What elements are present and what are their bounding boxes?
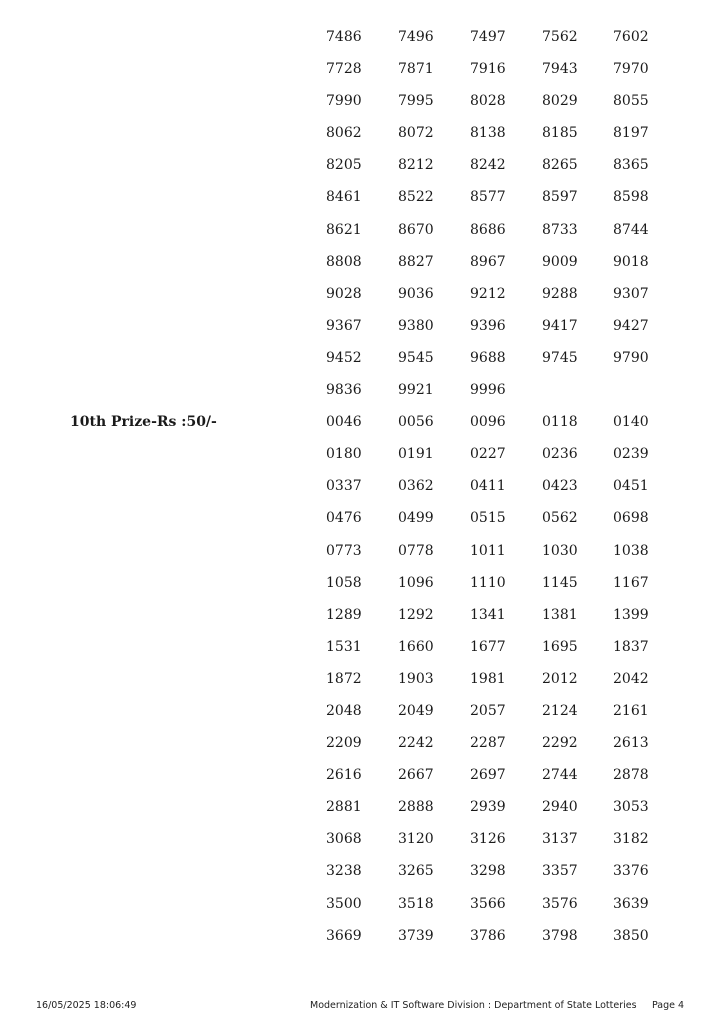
ticket-number: 1145 (542, 574, 578, 591)
footer-division: Modernization & IT Software Division : Department of State Lotteries (310, 1000, 637, 1011)
ticket-number: 7562 (542, 29, 578, 45)
number-row (0, 502, 724, 534)
ticket-number: 2124 (542, 702, 578, 719)
ticket-number: 0227 (470, 446, 506, 463)
ticket-number: 0411 (470, 478, 506, 495)
prize-tier-label: 10th Prize-Rs :50/- (70, 414, 217, 431)
ticket-number: 0239 (613, 446, 649, 463)
ticket-number: 7995 (398, 93, 434, 110)
ticket-number: 3798 (542, 927, 578, 944)
ticket-number: 9836 (326, 382, 362, 399)
ticket-number: 2939 (470, 799, 506, 816)
ticket-number: 2292 (542, 735, 578, 752)
ticket-number: 8577 (470, 189, 506, 206)
number-row (0, 663, 724, 695)
ticket-number: 8205 (326, 157, 362, 174)
ticket-number: 9367 (326, 317, 362, 334)
ticket-number: 8461 (326, 189, 362, 206)
ticket-number: 3182 (613, 831, 649, 848)
ticket-number: 2697 (470, 767, 506, 784)
ticket-number: 3357 (542, 863, 578, 880)
ticket-number: 0180 (326, 446, 362, 463)
number-row (0, 855, 724, 887)
ticket-number: 8522 (398, 189, 434, 206)
ticket-number: 3576 (542, 895, 578, 912)
number-row (0, 535, 724, 567)
ticket-number: 7990 (326, 93, 362, 110)
footer-timestamp: 16/05/2025 18:06:49 (36, 1000, 137, 1011)
ticket-number: 9745 (542, 349, 578, 366)
ticket-number: 1399 (613, 606, 649, 623)
number-row (0, 246, 724, 278)
ticket-number: 1292 (398, 606, 434, 623)
ticket-number: 0056 (398, 414, 434, 431)
ticket-number: 3639 (613, 895, 649, 912)
ticket-number: 3298 (470, 863, 506, 880)
ticket-number: 8597 (542, 189, 578, 206)
ticket-number: 2048 (326, 702, 362, 719)
ticket-number: 8827 (398, 253, 434, 270)
ticket-number: 8733 (542, 221, 578, 238)
ticket-number: 7728 (326, 61, 362, 78)
number-row (0, 470, 724, 502)
number-row (0, 823, 724, 855)
ticket-number: 0118 (542, 414, 578, 431)
number-row (0, 695, 724, 727)
ticket-number: 9212 (470, 285, 506, 302)
ticket-number: 1381 (542, 606, 578, 623)
ticket-number: 0451 (613, 478, 649, 495)
ticket-number: 3126 (470, 831, 506, 848)
ticket-number: 9307 (613, 285, 649, 302)
ticket-number: 0499 (398, 510, 434, 527)
ticket-number: 0362 (398, 478, 434, 495)
ticket-number: 7497 (470, 29, 506, 45)
number-row (0, 599, 724, 631)
result-number-grid (0, 21, 724, 952)
ticket-number: 7486 (326, 29, 362, 45)
ticket-number: 8265 (542, 157, 578, 174)
ticket-number: 1677 (470, 638, 506, 655)
ticket-number: 8029 (542, 93, 578, 110)
number-row (0, 85, 724, 117)
number-row (0, 21, 724, 53)
ticket-number: 2209 (326, 735, 362, 752)
ticket-number: 1341 (470, 606, 506, 623)
ticket-number: 9018 (613, 253, 649, 270)
ticket-number: 9396 (470, 317, 506, 334)
number-row (0, 53, 724, 85)
ticket-number: 0773 (326, 542, 362, 559)
ticket-number: 9452 (326, 349, 362, 366)
ticket-number: 3068 (326, 831, 362, 848)
ticket-number: 3053 (613, 799, 649, 816)
ticket-number: 2878 (613, 767, 649, 784)
number-row (0, 567, 724, 599)
number-row (0, 438, 724, 470)
ticket-number: 1695 (542, 638, 578, 655)
number-row (0, 406, 724, 438)
ticket-number: 7916 (470, 61, 506, 78)
ticket-number: 3120 (398, 831, 434, 848)
ticket-number: 8598 (613, 189, 649, 206)
number-row (0, 631, 724, 663)
ticket-number: 0515 (470, 510, 506, 527)
number-row (0, 214, 724, 246)
ticket-number: 1660 (398, 638, 434, 655)
ticket-number: 1289 (326, 606, 362, 623)
ticket-number: 2042 (613, 670, 649, 687)
ticket-number: 3265 (398, 863, 434, 880)
ticket-number: 7496 (398, 29, 434, 45)
number-row (0, 791, 724, 823)
ticket-number: 9417 (542, 317, 578, 334)
ticket-number: 8808 (326, 253, 362, 270)
number-row (0, 759, 724, 791)
ticket-number: 3137 (542, 831, 578, 848)
ticket-number: 0562 (542, 510, 578, 527)
ticket-number: 3850 (613, 927, 649, 944)
ticket-number: 7943 (542, 61, 578, 78)
ticket-number: 9996 (470, 382, 506, 399)
ticket-number: 8670 (398, 221, 434, 238)
ticket-number: 2287 (470, 735, 506, 752)
ticket-number: 3238 (326, 863, 362, 880)
ticket-number: 0337 (326, 478, 362, 495)
ticket-number: 2057 (470, 702, 506, 719)
ticket-number: 3376 (613, 863, 649, 880)
ticket-number: 3786 (470, 927, 506, 944)
ticket-number: 0140 (613, 414, 649, 431)
ticket-number: 8365 (613, 157, 649, 174)
ticket-number: 1837 (613, 638, 649, 655)
number-row (0, 342, 724, 374)
ticket-number: 1058 (326, 574, 362, 591)
ticket-number: 9790 (613, 349, 649, 366)
ticket-number: 9688 (470, 349, 506, 366)
ticket-number: 2667 (398, 767, 434, 784)
ticket-number: 2940 (542, 799, 578, 816)
number-row (0, 117, 724, 149)
ticket-number: 0236 (542, 446, 578, 463)
ticket-number: 7871 (398, 61, 434, 78)
ticket-number: 8621 (326, 221, 362, 238)
ticket-number: 3669 (326, 927, 362, 944)
ticket-number: 7602 (613, 29, 649, 45)
ticket-number: 9545 (398, 349, 434, 366)
ticket-number: 3566 (470, 895, 506, 912)
ticket-number: 0046 (326, 414, 362, 431)
ticket-number: 0476 (326, 510, 362, 527)
number-row (0, 888, 724, 920)
ticket-number: 9921 (398, 382, 434, 399)
ticket-number: 1872 (326, 670, 362, 687)
ticket-number: 9427 (613, 317, 649, 334)
number-row (0, 278, 724, 310)
ticket-number: 8744 (613, 221, 649, 238)
ticket-number: 3500 (326, 895, 362, 912)
number-row (0, 149, 724, 181)
number-row (0, 920, 724, 952)
ticket-number: 1531 (326, 638, 362, 655)
ticket-number: 8028 (470, 93, 506, 110)
ticket-number: 0698 (613, 510, 649, 527)
ticket-number: 2616 (326, 767, 362, 784)
ticket-number: 2881 (326, 799, 362, 816)
ticket-number: 2049 (398, 702, 434, 719)
ticket-number: 0423 (542, 478, 578, 495)
ticket-number: 1038 (613, 542, 649, 559)
ticket-number: 3518 (398, 895, 434, 912)
ticket-number: 9028 (326, 285, 362, 302)
ticket-number: 9380 (398, 317, 434, 334)
ticket-number: 1981 (470, 670, 506, 687)
ticket-number: 0191 (398, 446, 434, 463)
ticket-number: 0096 (470, 414, 506, 431)
ticket-number: 7970 (613, 61, 649, 78)
ticket-number: 3739 (398, 927, 434, 944)
number-row (0, 310, 724, 342)
ticket-number: 1011 (470, 542, 506, 559)
ticket-number: 2161 (613, 702, 649, 719)
ticket-number: 9288 (542, 285, 578, 302)
ticket-number: 2012 (542, 670, 578, 687)
ticket-number: 8242 (470, 157, 506, 174)
ticket-number: 9036 (398, 285, 434, 302)
ticket-number: 1096 (398, 574, 434, 591)
number-row (0, 181, 724, 213)
ticket-number: 8212 (398, 157, 434, 174)
ticket-number: 8686 (470, 221, 506, 238)
ticket-number: 2613 (613, 735, 649, 752)
ticket-number: 0778 (398, 542, 434, 559)
ticket-number: 9009 (542, 253, 578, 270)
ticket-number: 8072 (398, 125, 434, 142)
ticket-number: 1030 (542, 542, 578, 559)
ticket-number: 1110 (470, 574, 506, 591)
ticket-number: 8138 (470, 125, 506, 142)
ticket-number: 8185 (542, 125, 578, 142)
ticket-number: 8967 (470, 253, 506, 270)
number-row (0, 727, 724, 759)
ticket-number: 8055 (613, 93, 649, 110)
ticket-number: 2242 (398, 735, 434, 752)
number-row (0, 374, 724, 406)
footer-page-number: Page 4 (652, 1000, 685, 1011)
ticket-number: 8062 (326, 125, 362, 142)
ticket-number: 2888 (398, 799, 434, 816)
ticket-number: 1167 (613, 574, 649, 591)
ticket-number: 1903 (398, 670, 434, 687)
ticket-number: 8197 (613, 125, 649, 142)
ticket-number: 2744 (542, 767, 578, 784)
